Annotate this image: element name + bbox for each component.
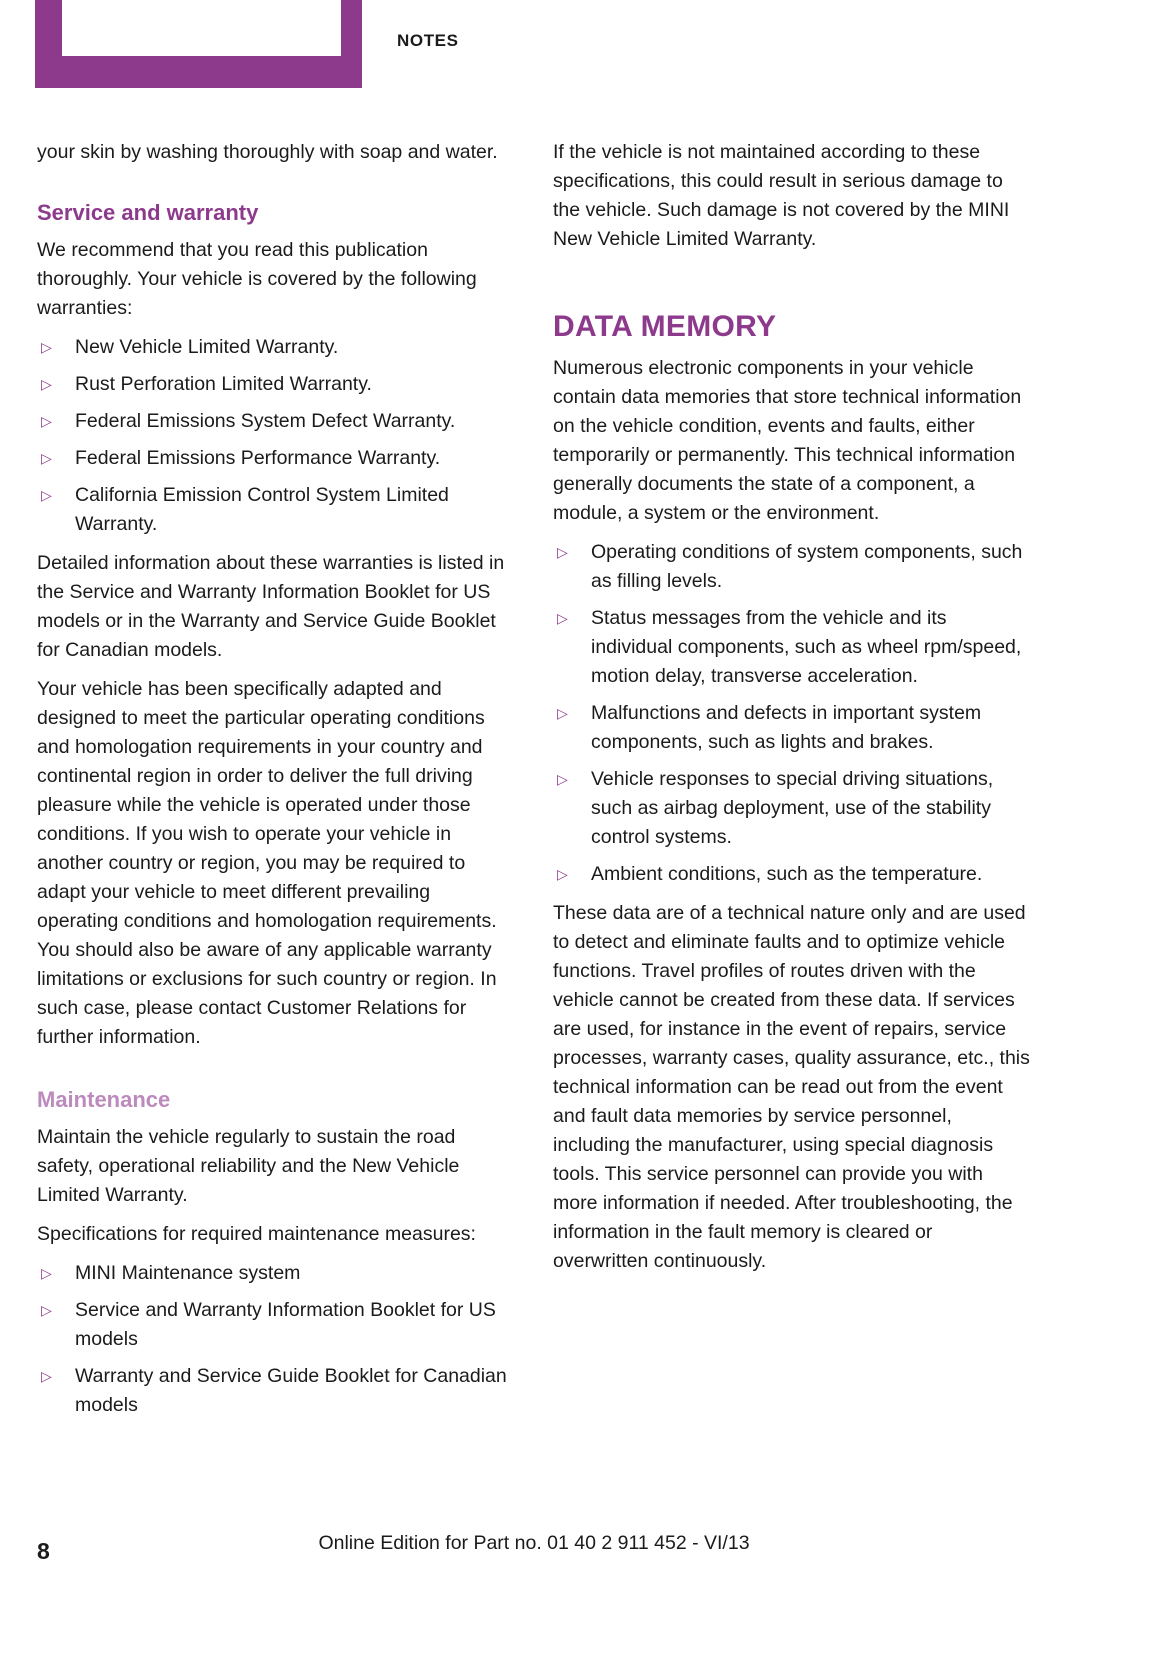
triangle-bullet-icon: ▷ — [41, 1368, 52, 1384]
bullet-item — [553, 604, 1031, 691]
triangle-bullet-icon: ▷ — [41, 487, 52, 503]
bullet-text: California Emission Control System Limited Warranty. — [75, 484, 449, 535]
bullet-text: Service and Warranty Information Booklet for US models — [75, 1299, 496, 1350]
section-heading: Maintenance — [37, 1087, 171, 1112]
section-heading: DATA MEMORY — [553, 310, 777, 343]
triangle-bullet-icon: ▷ — [41, 1302, 52, 1318]
triangle-bullet-icon: ▷ — [41, 376, 52, 392]
bullet-item — [37, 1296, 515, 1354]
paragraph: We recommend that you read this publication thoroughly. Your vehicle is covered by the following warranties: — [37, 239, 477, 319]
bullet-item — [37, 481, 515, 539]
paragraph: Your vehicle has been specifically adapted and designed to meet the particular operating conditions and homologation requirements in your country and continental region in order to deliver the full driving pleasure while the vehicle is operated under those conditions. If you wish to operate your vehicle in another country or region, you may be required to adapt your vehicle to meet different prevailing operating conditions and homologation requirements. You should also be aware of any applicable warranty limitations or exclusions for such country or region. In such case, please contact Customer Relations for further information. — [37, 678, 497, 1048]
bullet-text: Ambient conditions, such as the temperature. — [591, 863, 983, 885]
paragraph: Maintain the vehicle regularly to sustain the road safety, operational reliability and the New Vehicle Limited Warranty. — [37, 1126, 460, 1206]
bullet-list — [553, 538, 1031, 889]
bullet-text: New Vehicle Limited Warranty. — [75, 336, 339, 358]
bullet-list — [37, 333, 515, 539]
triangle-bullet-icon: ▷ — [41, 450, 52, 466]
triangle-bullet-icon: ▷ — [41, 339, 52, 355]
bullet-item — [37, 407, 515, 436]
bullet-text: Warranty and Service Guide Booklet for Canadian models — [75, 1365, 507, 1416]
triangle-bullet-icon: ▷ — [41, 1265, 52, 1281]
paragraph: Detailed information about these warranties is listed in the Service and Warranty Information Booklet for US models or in the Warranty and Service Guide Booklet for Canadian models. — [37, 552, 505, 661]
bullet-item — [37, 1362, 515, 1420]
bullet-item — [553, 538, 1031, 596]
bullet-item — [553, 699, 1031, 757]
triangle-bullet-icon: ▷ — [557, 610, 568, 626]
bullet-text: Operating conditions of system components, such as filling levels. — [591, 541, 1023, 592]
bullet-item — [37, 333, 515, 362]
paragraph: Specifications for required maintenance measures: — [37, 1223, 476, 1245]
bullet-text: Vehicle responses to special driving situations, such as airbag deployment, use of the stability control systems. — [591, 768, 994, 848]
paragraph: If the vehicle is not maintained according to these specifications, this could result in serious damage to the vehicle. Such damage is not covered by the MINI New Vehicle Limited Warranty. — [553, 141, 1010, 250]
triangle-bullet-icon: ▷ — [557, 705, 568, 721]
two-column-body — [37, 128, 1031, 1428]
bullet-text: Rust Perforation Limited Warranty. — [75, 373, 372, 395]
bullet-item — [37, 444, 515, 473]
bullet-item — [553, 765, 1031, 852]
bullet-item — [553, 860, 1031, 889]
paragraph: Numerous electronic components in your vehicle contain data memories that store technical information on the vehicle condition, events and faults, either temporarily or permanently. This technical information generally documents the state of a component, a module, a system or the environment. — [553, 357, 1022, 524]
section-heading: Service and warranty — [37, 200, 259, 225]
bullet-text: Malfunctions and defects in important system components, such as lights and brakes. — [591, 702, 982, 753]
page-header-label: NOTES — [397, 31, 459, 50]
right-column — [553, 128, 1031, 1428]
triangle-bullet-icon: ▷ — [557, 771, 568, 787]
footer-edition-text: Online Edition for Part no. 01 40 2 911 452 - VI/13 — [318, 1532, 750, 1554]
triangle-bullet-icon: ▷ — [41, 413, 52, 429]
left-column — [37, 128, 515, 1428]
bullet-item — [37, 370, 515, 399]
corner-frame-inner — [62, 0, 341, 56]
bullet-text: Federal Emissions Performance Warranty. — [75, 447, 441, 469]
triangle-bullet-icon: ▷ — [557, 866, 568, 882]
page-number: 8 — [37, 1538, 50, 1564]
bullet-text: MINI Maintenance system — [75, 1262, 301, 1284]
paragraph: your skin by washing thoroughly with soap and water. — [37, 141, 498, 163]
corner-frame-graphic — [35, 0, 362, 88]
bullet-list — [37, 1259, 515, 1420]
bullet-item — [37, 1259, 515, 1288]
bullet-text: Status messages from the vehicle and its individual components, such as wheel rpm/speed, motion delay, transverse acceleration. — [591, 607, 1022, 687]
bullet-text: Federal Emissions System Defect Warranty. — [75, 410, 456, 432]
triangle-bullet-icon: ▷ — [557, 544, 568, 560]
paragraph: These data are of a technical nature only and are used to detect and eliminate faults and to optimize vehicle functions. Travel profiles of routes driven with the vehicle cannot be created from these data. If services are used, for instance in the event of repairs, service processes, warranty cases, quality assurance, etc., this technical information can be read out from the event and fault data memories by service personnel, including the manufacturer, using special diagnosis tools. This service personnel can provide you with more information if needed. After troubleshooting, the information in the fault memory is cleared or overwritten continuously. — [553, 902, 1030, 1272]
